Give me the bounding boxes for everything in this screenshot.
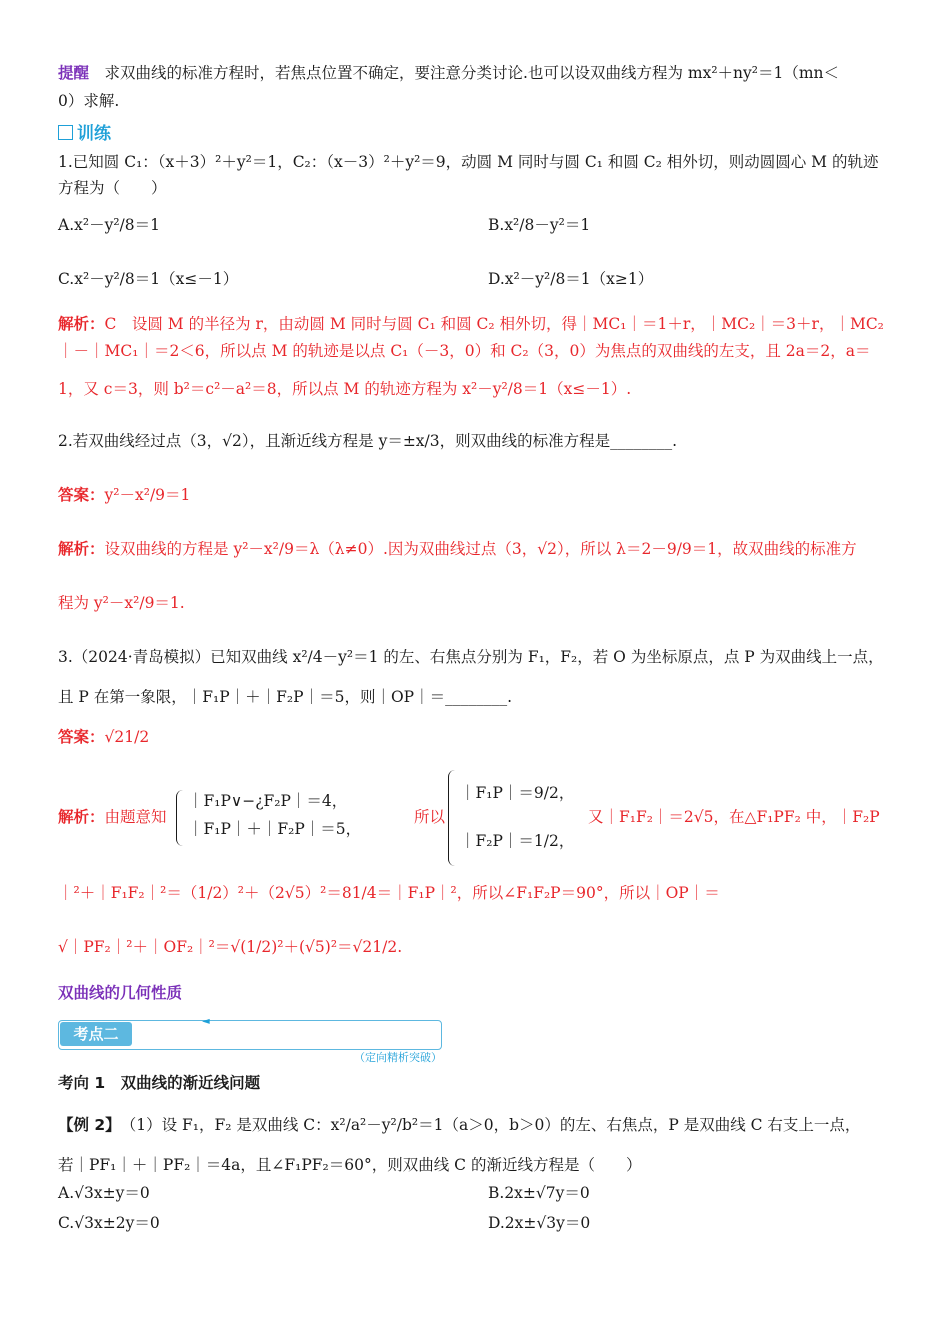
q2-answer-value: y²－x²/9＝1 (104, 486, 191, 504)
q3-system-1-row-2: ｜F₁P｜＋｜F₂P｜＝5， (188, 820, 362, 838)
q1-option-a: A.x²－y²/8＝1 (58, 216, 160, 234)
q2-solution-2: 程为 y²－x²/9＝1. (58, 594, 185, 612)
q3-solution-intro-text: 由题意知 (104, 808, 167, 826)
q2-solution-1 (58, 540, 857, 559)
q3-stem-1: 3.（2024·青岛模拟）已知双曲线 x²/4－y²＝1 的左、右焦点分别为 F₁，F₂，若 O 为坐标原点，点 P 为双曲线上一点， (58, 648, 884, 666)
q3-solution-2: ｜²＋｜F₁F₂｜²＝（1/2）²＋（2√5）²＝81/4＝｜F₁P｜²，所以∠F₁F₂P＝90°，所以｜OP｜＝ (58, 884, 720, 902)
q3-answer-label: 答案： (58, 728, 105, 746)
q1-solution-2: ｜－｜MC₁｜＝2＜6，所以点 M 的轨迹是以点 C₁（－3，0）和 C₂（3，0）为焦点的双曲线的左支，且 2a＝2，a＝ (58, 342, 871, 360)
q1-option-c: C.x²－y²/8＝1（x≤－1） (58, 270, 239, 288)
kaodian-subtitle: （定向精析突破） (354, 1051, 442, 1064)
q1-solution-1 (58, 315, 884, 334)
q3-solution-so: 所以 (414, 808, 446, 826)
q2-solution-text-1: 设双曲线的方程是 y²－x²/9＝λ（λ≠0）.因为双曲线过点（3，√2），所以 λ＝2－9/9＝1，故双曲线的标准方 (104, 540, 857, 558)
q3-answer (58, 728, 149, 747)
q3-system-1-row-1: ｜F₁P∨−¿F₂P｜＝4， (188, 792, 348, 810)
example-2-line-2: 若｜PF₁｜＋｜PF₂｜＝4a，且∠F₁PF₂＝60°，则双曲线 C 的渐近线方程是（ ） (58, 1156, 642, 1174)
q1-option-d: D.x²－y²/8＝1（x≥1） (488, 270, 654, 288)
training-heading (58, 124, 111, 144)
q3-answer-value: √21/2 (104, 728, 150, 746)
training-icon (58, 125, 73, 140)
example-2-option-d: D.2x±√3y＝0 (488, 1214, 591, 1232)
q3-solution-intro (58, 808, 167, 827)
q3-system-1-brace (176, 790, 183, 846)
q3-stem-2: 且 P 在第一象限，｜F₁P｜＋｜F₂P｜＝5，则｜OP｜＝________. (58, 688, 513, 706)
q2-stem: 2.若双曲线经过点（3，√2），且渐近线方程是 y＝±x/3，则双曲线的标准方程是________. (58, 432, 678, 450)
q2-answer-label: 答案： (58, 486, 105, 504)
q3-solution-3: √｜PF₂｜²＋｜OF₂｜²＝√(1/2)²＋(√5)²＝√21/2. (58, 938, 403, 956)
example-2-line-1 (58, 1116, 860, 1135)
q1-stem-2: 方程为（ ） (58, 179, 167, 197)
example-2-option-b: B.2x±√7y＝0 (488, 1184, 590, 1202)
q1-solution-3: 1，又 c＝3，则 b²＝c²－a²＝8，所以点 M 的轨迹方程为 x²－y²/8＝1（x≤－1）. (58, 380, 632, 398)
q1-option-b: B.x²/8－y²＝1 (488, 216, 591, 234)
q3-solution-after: 又｜F₁F₂｜＝2√5，在△F₁PF₂ 中，｜F₂P (588, 808, 880, 826)
kaodian-tag: 考点二 (60, 1022, 132, 1046)
example-2-option-a: A.√3x±y＝0 (58, 1184, 150, 1202)
example-2-label: 【例 2】 (58, 1116, 113, 1134)
q1-solution-text-1: C 设圆 M 的半径为 r，由动圆 M 同时与圆 C₁ 和圆 C₂ 相外切，得｜MC₁｜＝1＋r，｜MC₂｜＝3＋r，｜MC₂ (104, 315, 884, 333)
q3-system-2-row-1: ｜F₁P｜＝9/2， (460, 784, 575, 802)
kaoxiang-title: 考向 1 双曲线的渐近线问题 (58, 1074, 261, 1092)
q3-system-2-row-2: ｜F₂P｜＝1/2， (460, 832, 575, 850)
tip-text-1: 求双曲线的标准方程时，若焦点位置不确定，要注意分类讨论.也可以设双曲线方程为 mx²＋ny²＝1（mn＜ (104, 64, 840, 82)
q1-solution-label: 解析： (58, 315, 105, 333)
q2-solution-label: 解析： (58, 540, 105, 558)
tip-line-1 (58, 64, 839, 83)
example-2-text-1: （1）设 F₁，F₂ 是双曲线 C：x²/a²－y²/b²＝1（a＞0，b＞0）的左、右焦点，P 是双曲线 C 右支上一点， (128, 1116, 861, 1134)
q3-system-2-brace (448, 770, 455, 866)
q2-answer (58, 486, 190, 505)
tip-label: 提醒 (58, 64, 90, 82)
q1-stem-1: 1.已知圆 C₁：（x＋3）²＋y²＝1，C₂：（x－3）²＋y²＝9，动圆 M 同时与圆 C₁ 和圆 C₂ 相外切，则动圆圆心 M 的轨迹 (58, 153, 879, 171)
q3-solution-label: 解析： (58, 808, 105, 826)
section-title: 双曲线的几何性质 (58, 984, 183, 1002)
tip-line-2: 0）求解. (58, 92, 120, 110)
kaodian-arrow-icon: ◄ (202, 1016, 210, 1027)
training-title: 训练 (77, 124, 111, 144)
example-2-option-c: C.√3x±2y＝0 (58, 1214, 160, 1232)
